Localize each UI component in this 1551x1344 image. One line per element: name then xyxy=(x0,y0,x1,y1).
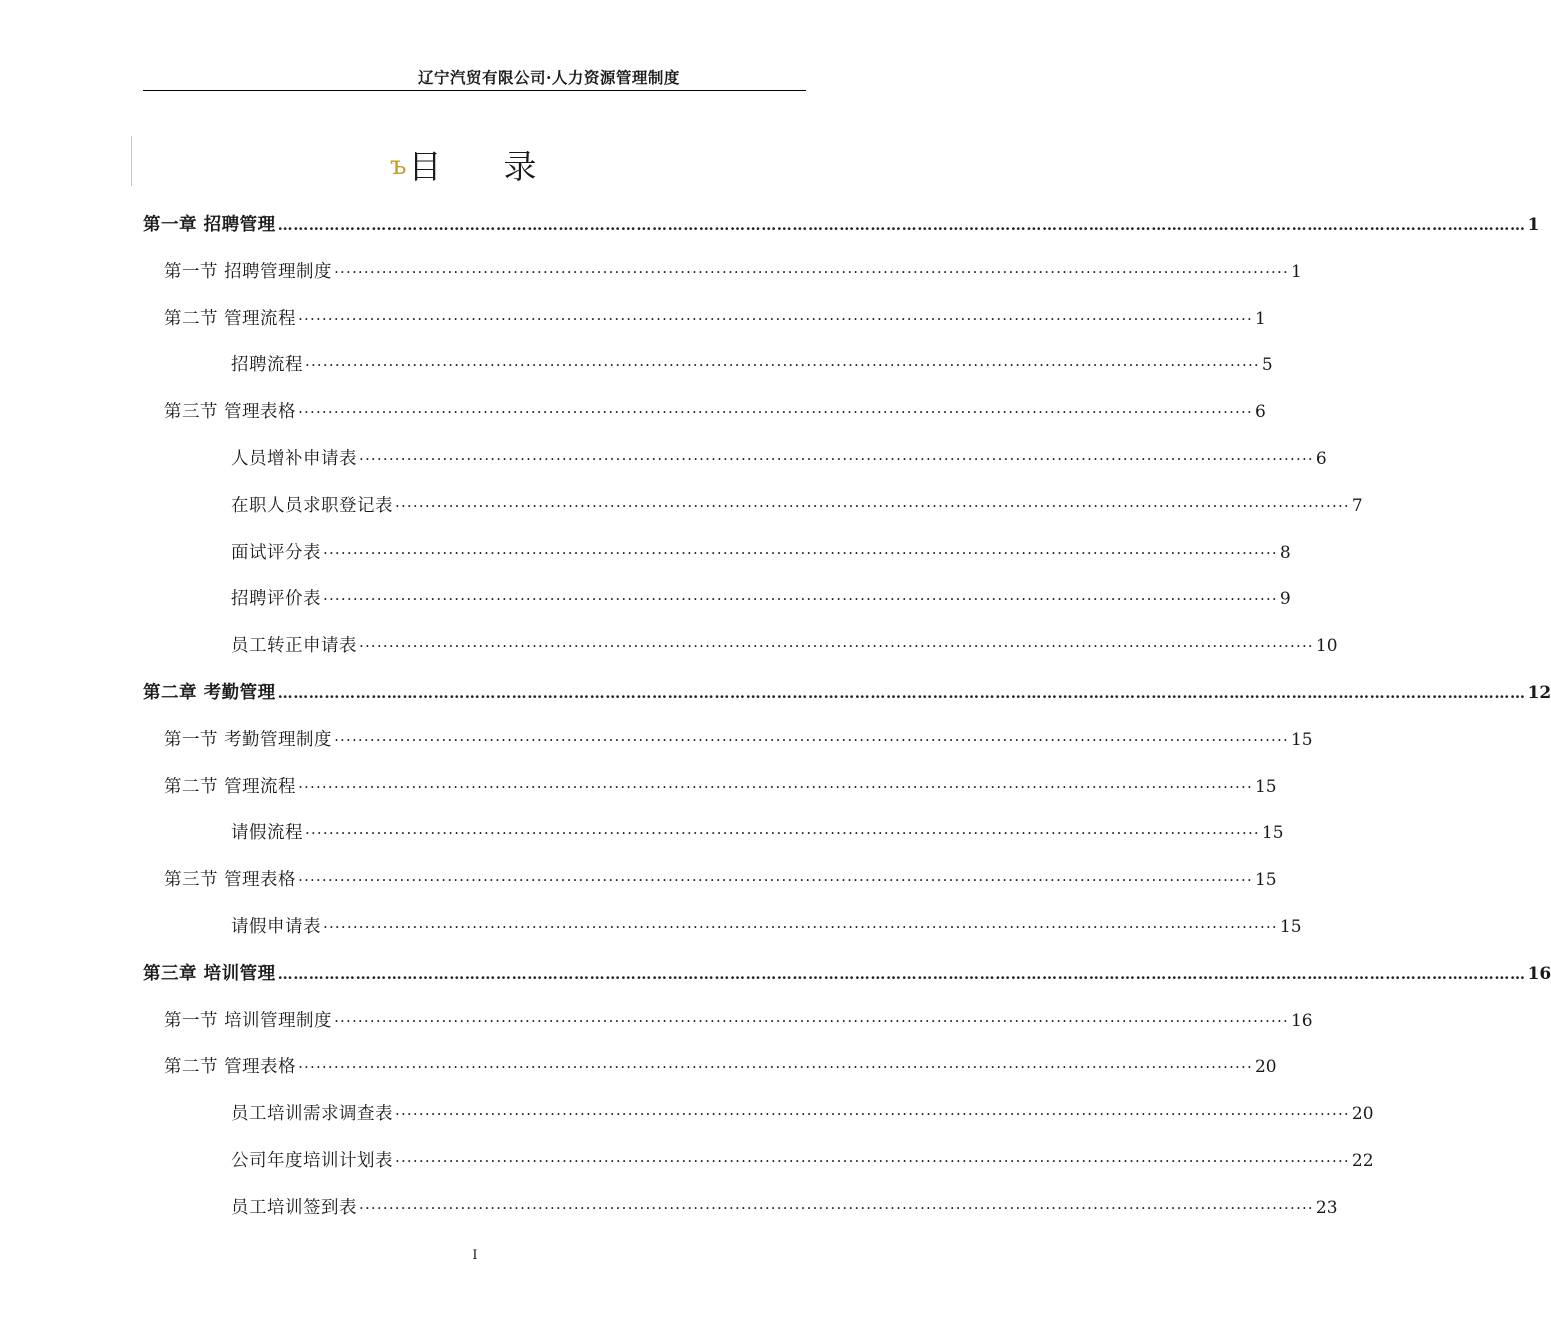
toc-dot-leader: …………………………………………………………………………………………………………………………………………………………………………………………………………………… xyxy=(277,684,1526,702)
toc-entry-label: 员工培训需求调查表 xyxy=(231,1104,393,1125)
toc-dot-leader: ································································································································································ xyxy=(298,309,1253,328)
toc-entry-page: 9 xyxy=(1279,589,1291,610)
toc-entry-page: 15 xyxy=(1261,823,1284,844)
toc-entry-page: 6 xyxy=(1315,449,1327,469)
toc-dot-leader: ································································································································································ xyxy=(395,1105,1350,1124)
toc-entry-label: 第三节 管理表格 xyxy=(164,402,297,423)
toc-entry-page: 6 xyxy=(1254,402,1266,423)
toc-entry[interactable] xyxy=(231,819,1284,845)
toc-title-char-1: 目 xyxy=(408,146,442,186)
toc-dot-leader: ································································································································································ xyxy=(298,1058,1253,1077)
toc-entry-page: 1 xyxy=(1254,308,1266,329)
toc-entry-page: 8 xyxy=(1279,542,1291,563)
toc-entry-label: 在职人员求职登记表 xyxy=(231,495,393,516)
toc-dot-leader: ································································································································································ xyxy=(323,590,1278,609)
toc-dot-leader: ································································································································································ xyxy=(359,637,1314,656)
toc-entry[interactable] xyxy=(143,211,1540,237)
toc-entry-label: 人员增补申请表 xyxy=(231,449,357,469)
toc-title-char-2: 录 xyxy=(503,146,537,186)
toc-entry-page: 5 xyxy=(1261,355,1273,376)
toc-dot-leader: ································································································································································ xyxy=(298,403,1253,422)
toc-entry[interactable] xyxy=(143,679,1551,705)
toc-entry-label: 第一节 招聘管理制度 xyxy=(164,261,333,282)
toc-entry-page: 15 xyxy=(1254,870,1277,891)
toc-entry-label: 面试评分表 xyxy=(231,542,321,563)
toc-entry[interactable] xyxy=(164,305,1266,331)
toc-entry-label: 第二节 管理表格 xyxy=(164,1057,297,1078)
toc-dot-leader: ································································································································································ xyxy=(298,777,1253,796)
toc-dot-leader: ································································································································································ xyxy=(359,1198,1314,1217)
toc-entry-label: 第二章 考勤管理 xyxy=(143,683,276,703)
toc-entry-label: 第一节 培训管理制度 xyxy=(164,1010,333,1031)
toc-entry-page: 10 xyxy=(1315,636,1338,657)
toc-entry-label: 第一节 考勤管理制度 xyxy=(164,729,333,750)
toc-entry-page: 1 xyxy=(1527,215,1540,235)
toc-entry-page: 12 xyxy=(1527,683,1551,703)
toc-dot-leader: ································································································································································ xyxy=(334,262,1289,281)
toc-entry-label: 第三节 管理表格 xyxy=(164,870,297,891)
toc-entry-page: 7 xyxy=(1351,495,1363,516)
toc-entry-page: 16 xyxy=(1527,963,1551,984)
toc-entry-page: 15 xyxy=(1254,776,1277,797)
toc-entry-label: 第三章 培训管理 xyxy=(143,963,276,984)
toc-entry-label: 员工培训签到表 xyxy=(231,1197,357,1218)
toc-entry[interactable] xyxy=(231,1194,1338,1220)
toc-dot-leader: ································································································································································ xyxy=(305,356,1260,375)
toc-entry[interactable] xyxy=(164,398,1266,424)
toc-dot-leader: ································································································································································ xyxy=(323,918,1278,936)
toc-entry-page: 16 xyxy=(1290,1010,1313,1031)
toc-entry-label: 招聘评价表 xyxy=(231,589,321,610)
toc-entry[interactable] xyxy=(231,539,1291,565)
toc-entry[interactable] xyxy=(231,351,1273,377)
toc-entry[interactable] xyxy=(143,960,1551,986)
toc-entry-label: 员工转正申请表 xyxy=(231,636,357,657)
toc-entry-page: 1 xyxy=(1290,261,1302,282)
toc-entry-page: 23 xyxy=(1315,1197,1338,1218)
toc-entry-page: 22 xyxy=(1351,1151,1374,1171)
toc-entry[interactable] xyxy=(164,1053,1277,1079)
toc-entry[interactable] xyxy=(231,445,1327,471)
toc-entry[interactable] xyxy=(164,726,1313,752)
toc-entry-page: 15 xyxy=(1290,729,1313,750)
toc-dot-leader: ································································································································································ xyxy=(395,496,1350,515)
title-marker-icon: ъ xyxy=(390,151,407,181)
toc-entry[interactable] xyxy=(231,585,1291,611)
toc-entry-label: 招聘流程 xyxy=(231,355,303,376)
toc-dot-leader: ································································································································································ xyxy=(334,730,1289,749)
toc-dot-leader: ································································································································································ xyxy=(305,824,1260,843)
header-title: 辽宁汽贸有限公司·人力资源管理制度 xyxy=(418,68,680,87)
toc-entry-label: 公司年度培训计划表 xyxy=(231,1151,393,1171)
toc-dot-leader: ································································································································································ xyxy=(395,1152,1350,1170)
toc-entry-label: 第二节 管理流程 xyxy=(164,776,297,797)
toc-entry-page: 20 xyxy=(1351,1104,1374,1125)
toc-entry-label: 第一章 招聘管理 xyxy=(143,215,276,235)
toc-dot-leader: ································································································································································ xyxy=(323,543,1278,562)
toc-entry-label: 请假流程 xyxy=(231,823,303,844)
toc-dot-leader: …………………………………………………………………………………………………………………………………………………………………………………………………………………… xyxy=(277,964,1526,983)
page-number: I xyxy=(472,1248,478,1263)
toc-dot-leader: ································································································································································ xyxy=(359,450,1314,468)
toc-entry-page: 20 xyxy=(1254,1057,1277,1078)
toc-dot-leader: …………………………………………………………………………………………………………………………………………………………………………………………………………………… xyxy=(277,216,1526,234)
toc-entry[interactable] xyxy=(231,632,1338,658)
toc-entry-label: 第二节 管理流程 xyxy=(164,308,297,329)
toc-entry[interactable] xyxy=(231,1147,1374,1173)
toc-entry-label: 请假申请表 xyxy=(231,917,321,937)
toc-dot-leader: ································································································································································ xyxy=(298,871,1253,890)
toc-dot-leader: ································································································································································ xyxy=(334,1011,1289,1030)
toc-entry[interactable] xyxy=(164,773,1277,799)
toc-entry[interactable] xyxy=(164,866,1277,892)
toc-entry[interactable] xyxy=(231,1100,1374,1126)
toc-entry[interactable] xyxy=(231,492,1363,518)
toc-entry[interactable] xyxy=(164,258,1302,284)
toc-entry[interactable] xyxy=(164,1007,1313,1033)
toc-entry[interactable] xyxy=(231,913,1302,939)
toc-entry-page: 15 xyxy=(1279,917,1302,937)
